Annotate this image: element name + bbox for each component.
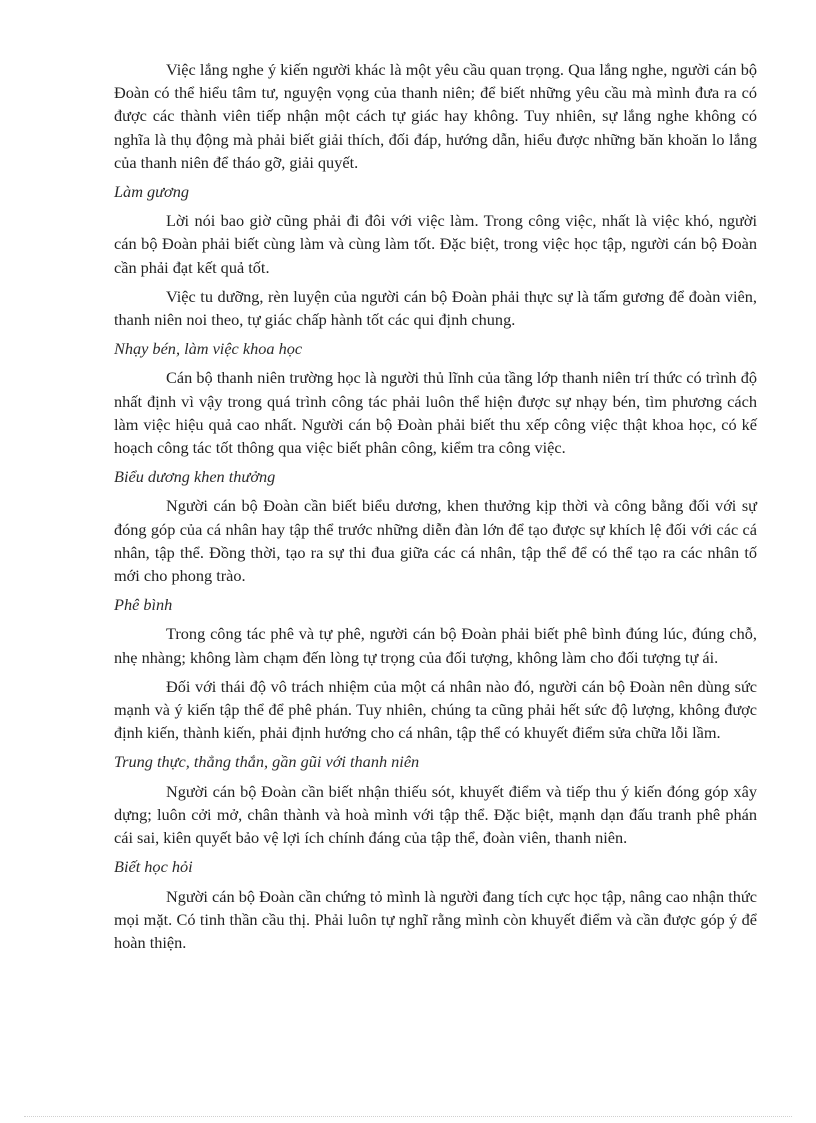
section-heading-lam-guong: Làm gương — [114, 182, 190, 202]
paragraph-honesty: Người cán bộ Đoàn cần biết nhận thiếu sót, khuyết điểm và tiếp thu ý kiến đóng góp xây dựng; luôn cởi mở, chân thành và hoà mình với tập thể. Đặc biệt, mạnh dạn đấu tranh phê phán cái sai, kiên quyết bảo vệ lợi ích chính đáng của tập thể, đoàn viên, thanh niên. — [114, 781, 757, 848]
paragraph-role-model: Việc tu dưỡng, rèn luyện của người cán bộ Đoàn phải thực sự là tấm gương để đoàn viên, thanh niên noi theo, tự giác chấp hành tốt các qui định chung. — [114, 286, 757, 330]
paragraph-learning: Người cán bộ Đoàn cần chứng tỏ mình là người đang tích cực học tập, nâng cao nhận thức mọi mặt. Có tinh thần cầu thị. Phải luôn tự nghĩ rằng mình còn khuyết điểm và cần được góp ý để hoàn thiện. — [114, 886, 757, 952]
section-heading-nhay-ben: Nhạy bén, làm việc khoa học — [114, 339, 303, 359]
section-heading-biet-hoc-hoi: Biết học hỏi — [114, 857, 193, 877]
paragraph-listening: Việc lắng nghe ý kiến người khác là một yêu cầu quan trọng. Qua lắng nghe, người cán bộ Đoàn có thể hiểu tâm tư, nguyện vọng của thanh niên; để biết những yêu cầu mà mình đưa ra có được các thành viên tiếp nhận một cách tự giác hay không. Tuy nhiên, sự lắng nghe không có nghĩa là thụ động mà phải biết giải thích, đối đáp, hướng dẫn, hiểu được những băn khoăn lo lắng của thanh niên để tháo gỡ, giải quyết. — [114, 60, 757, 172]
paragraph-criticism: Trong công tác phê và tự phê, người cán bộ Đoàn phải biết phê bình đúng lúc, đúng chỗ, nhẹ nhàng; không làm chạm đến lòng tự trọng của đối tượng, không làm cho đối tượng tự ái. — [114, 624, 757, 667]
paragraph-words-and-deeds: Lời nói bao giờ cũng phải đi đôi với việc làm. Trong công việc, nhất là việc khó, người cán bộ Đoàn phải biết cùng làm và cùng làm tốt. Đặc biệt, trong việc học tập, người cán bộ Đoàn cần phải đạt kết quả tốt. — [114, 211, 757, 277]
section-heading-bieu-duong: Biểu dương khen thưởng — [114, 467, 276, 487]
paragraph-commendation: Người cán bộ Đoàn cần biết biểu dương, khen thưởng kịp thời và công bằng đối với sự đóng góp của cá nhân hay tập thể trước những diễn đàn lớn để tạo được sự khích lệ đối với các cá nhân, tập thể. Đồng thời, tạo ra sự thi đua giữa các cá nhân, tập thể để có thể tạo ra các nhân tố mới cho phong trào. — [114, 496, 757, 586]
document-page — [114, 58, 757, 960]
paragraph-scientific-work: Cán bộ thanh niên trường học là người thủ lĩnh của tầng lớp thanh niên trí thức có trình độ nhất định vì vậy trong quá trình công tác phải luôn thể hiện được sự nhạy bén, tìm phương cách làm việc hiệu quả cao nhất. Người cán bộ Đoàn phải biết thu xếp công việc thật khoa học, có kế hoạch công tác tốt thông qua việc biết phân công, kiểm tra công việc. — [114, 368, 757, 458]
section-heading-trung-thuc: Trung thực, thẳng thắn, gần gũi với thanh niên — [114, 752, 420, 772]
section-heading-phe-binh: Phê bình — [114, 595, 173, 615]
page-bottom-divider — [24, 1116, 792, 1117]
paragraph-irresponsibility: Đối với thái độ vô trách nhiệm của một cá nhân nào đó, người cán bộ Đoàn nên dùng sức mạnh và ý kiến tập thể để phê phán. Tuy nhiên, chúng ta cũng phải hết sức độ lượng, không được định kiến, thành kiến, phải định hướng cho cá nhân, tập thể có khuyết điểm sửa chữa lỗi lầm. — [114, 676, 757, 743]
